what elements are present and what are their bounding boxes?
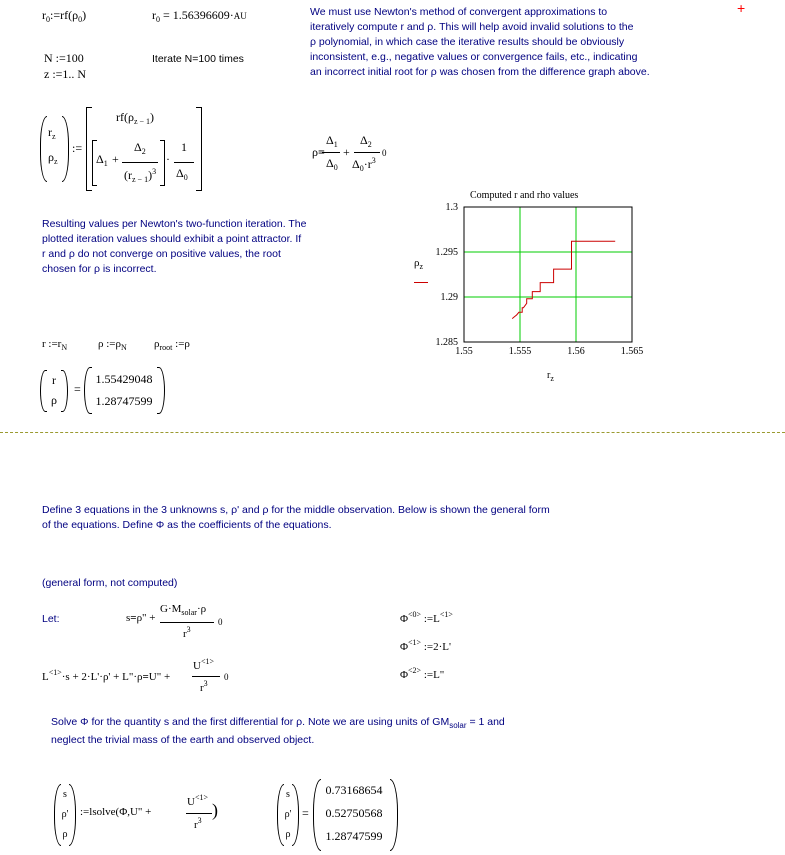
assign-operator: := [72,141,83,155]
s-symbol: s [126,612,131,624]
u-numerator [193,657,214,672]
s-numerator [160,603,206,617]
intro-text-line: ρ polynomial, in which case the iterative results should be obviously [310,36,625,48]
denom-subscript: z − 1 [132,175,149,184]
z-range-definition[interactable]: z :=1.. N [44,67,87,81]
s-eq-lhs [126,612,156,624]
y-tick-label: 1.285 [435,337,458,348]
l-eq-rhs: U" + [148,671,171,683]
x-tick-label: 1.55 [455,346,473,357]
lhs-rho: ρ [62,829,68,840]
u-symbol: U [187,796,195,808]
lhs-rho-prime: ρ' [284,809,292,820]
value-rho: 1.28747599 [325,829,383,843]
final-r-text: r :=r [42,338,62,350]
right-paren [69,784,76,846]
result-text-line: r and ρ do not converge on positive values, the root [42,248,281,260]
delta-subscript: 1 [333,140,338,149]
equals: = [142,671,149,683]
value-rho-prime: 0.52750568 [325,806,383,820]
delta-subscript: 0 [333,163,338,172]
rf-text: rf(ρ [116,110,134,124]
r0-close-paren: ) [82,8,87,22]
one: 1 [181,140,187,154]
s-eq-mid: ρ" + [136,612,156,624]
series-line [512,241,615,318]
lhs-rho-z [48,150,58,166]
final-rho-assign[interactable] [98,338,127,352]
x-tick-label: 1.56 [567,346,585,357]
delta-subscript: 2 [367,140,372,149]
subscript: z [54,157,58,166]
right-paren [62,116,69,182]
r0-result-value: = 1.56396609· [160,8,234,22]
result-text-line: chosen for ρ is incorrect. [42,263,157,275]
iterate-note[interactable]: Iterate N=100 times [152,53,244,65]
lsolve-call: :=lsolve(Φ,U" + [80,806,152,818]
denom-open: (r [124,168,132,182]
rho0-subscript: 0 [78,15,83,24]
value-r: 1.55429048 [95,372,153,386]
value-rho: 1.28747599 [95,394,153,408]
solve-text-block[interactable] [51,715,505,748]
r-power: 3 [371,156,376,165]
fraction-bar [122,162,158,163]
r-symbol: r [183,628,187,640]
rho-root-subscript: root [159,343,173,352]
fraction-bar [322,152,340,153]
fraction-bar [174,162,194,163]
equals: = [74,382,81,396]
fraction-bar [186,813,212,814]
lsolve-denominator [194,816,202,831]
intro-text-line: inconsistent, e.g., negative values or convergence fails, etc., indicating [310,51,638,63]
l-symbol: L [42,671,49,683]
right-paren [292,784,299,846]
rhs-superscript: <1> [439,610,453,619]
solve-text-line [51,715,505,733]
inner-right-bracket [160,140,165,186]
chart-title: Computed r and rho values [470,190,579,201]
l-eq-body: ·s + 2·L'·ρ' + L"·ρ [61,671,143,683]
phi-symbol: Φ [400,613,409,625]
denominator [124,167,156,184]
u-superscript: <1> [194,793,208,802]
equals: = [130,612,137,624]
right-paren [61,370,68,412]
intro-text-line: We must use Newton's method of convergent approximations to [310,6,608,18]
delta-symbol: Δ [326,133,334,147]
final-r-subscript: N [61,343,68,352]
fraction-bar [192,676,220,677]
lhs-rho-prime: ρ' [61,809,69,820]
y-tick-label: 1.295 [435,247,458,258]
tail-subscript: 0 [382,148,387,158]
close-paren: ) [212,800,218,820]
subscript: z [52,132,56,141]
s-num-tail: ·ρ [196,603,207,615]
n-definition[interactable]: N :=100 [44,51,84,65]
final-rho-text: ρ :=ρ [98,338,121,350]
lsolve-values [318,779,390,848]
r-symbol: ·r [363,157,372,171]
phi-rhs: :=L" [421,669,445,681]
r0-subscript: 0 [46,15,50,24]
rho-symbol: ρ [312,145,318,159]
phi-superscript: <1> [408,638,422,647]
plus-sign: + [112,152,119,166]
xlabel-text: r [547,370,551,381]
denom-close: ) [148,168,153,182]
r0-result-symbol: r [152,8,156,22]
phi0-definition[interactable] [400,610,453,625]
left-paren [40,370,47,412]
y-tick-label: 1.29 [440,292,458,303]
ylabel-text: ρ [414,257,420,269]
delta-symbol: Δ [134,140,142,154]
power: 3 [186,625,191,634]
final-vector-lhs [47,370,61,410]
solar-subscript: solar [449,721,467,730]
phi-symbol: Φ [400,669,409,681]
rho0-symbol: ρ [72,8,79,22]
rho-symbol: ρ [48,150,54,164]
delta2 [134,140,146,156]
u-denominator [200,679,208,694]
rho-root-rhs: :=ρ [172,338,190,350]
right-paren [390,779,398,851]
multiply-dot: · [166,152,170,166]
delta-symbol: Δ [360,133,368,147]
solve-text-line: neglect the trivial mass of the earth and observed object. [51,734,315,746]
phi-superscript: <0> [408,610,422,619]
x-tick-label: 1.555 [508,346,532,357]
solve-text-part: Solve Φ for the quantity s and the first differential for ρ. Note we are using units of GM [51,716,450,728]
lhs-rho: ρ [51,393,57,407]
rf-call [116,110,154,126]
delta-symbol: Δ [176,166,184,180]
section-separator [0,432,785,433]
rho-root-assign[interactable] [154,338,190,352]
final-vector-values [90,368,158,412]
delta-symbol: Δ [326,156,334,170]
gm-text: G·M [160,603,182,615]
power: 3 [197,816,202,825]
lhs-s: s [63,789,67,800]
lhs-r-z [48,125,56,141]
plus-sign: + [343,145,350,159]
value-s: 0.73168654 [325,783,383,797]
result-text-line: plotted iteration values should exhibit a point attractor. If [42,233,302,245]
delta-subscript: 0 [183,173,188,182]
u-symbol: U [193,660,201,672]
general-form-note[interactable]: (general form, not computed) [42,577,178,589]
r-symbol: r [48,125,52,139]
red-cross-marker: + [737,0,746,16]
d1 [326,133,338,149]
ylabel-subscript: z [419,262,424,271]
r0-result-unit: AU [233,11,247,21]
right-paren [157,367,165,414]
convergence-chart[interactable] [420,195,650,365]
final-r-assign[interactable] [42,338,67,352]
r-symbol: r [200,682,204,694]
y-tick-label: 1.3 [445,202,458,213]
intro-text-line: iteratively compute r and ρ. This will help avoid invalid solutions to the [310,21,634,33]
lhs-s: s [286,789,290,800]
delta1 [96,152,108,168]
let-label: Let: [42,613,60,625]
lhs-r: r [52,373,56,387]
r0-result-subscript: 0 [156,15,160,24]
l-superscript: <1> [48,668,62,677]
lhs-rho: ρ [285,829,291,840]
delta0 [176,166,188,182]
x-tick-label: 1.565 [620,346,644,357]
right-bracket [196,107,202,191]
chart-xlabel [547,370,554,383]
delta-subscript: 0 [359,164,364,173]
equals: = [318,145,325,159]
intro-text-block[interactable] [310,5,650,80]
r0-symbol: r [42,8,46,22]
fraction-bar [354,152,380,153]
tail-subscript: 0 [218,617,223,627]
s-denominator [183,625,191,640]
r-symbol: r [194,819,198,831]
define-text-line: Define 3 equations in the 3 unknowns s, ρ' and ρ for the middle observation. Below is shown the general form [42,504,550,516]
delta-subscript: 1 [103,159,108,168]
r0-result[interactable] [152,8,247,24]
phi-superscript: <2> [408,666,422,675]
phi-rhs: :=2·L' [421,641,451,653]
r0-assign: :=rf( [50,8,73,22]
r0-definition[interactable] [42,8,86,24]
rf-close: ) [150,110,155,124]
tail-subscript: 0 [224,672,229,682]
equals: = [302,806,309,820]
delta-symbol: Δ [352,157,360,171]
phi-rhs: :=L [421,613,440,625]
phi2-definition[interactable] [400,666,444,681]
denom-power: 3 [152,167,157,176]
rho-root-symbol: ρ [154,338,160,350]
lsolve-numerator [187,793,208,808]
u-superscript: <1> [200,657,214,666]
d0 [326,156,338,172]
solar-subscript: solar [181,608,197,617]
power: 3 [203,679,208,688]
delta-subscript: 2 [141,147,146,156]
fraction-bar [160,622,214,623]
define-text-block[interactable] [42,503,550,533]
xlabel-subscript: z [550,374,554,383]
intro-text-line: an incorrect initial root for ρ was chosen from the difference graph above. [310,66,650,78]
solve-text-part: = 1 and [466,716,505,728]
d2 [360,133,372,149]
phi-symbol: Φ [400,641,409,653]
delta-symbol: Δ [96,152,104,166]
result-text-line: Resulting values per Newton's two-function iteration. The [42,218,307,230]
phi1-definition[interactable] [400,638,451,653]
denominator [352,156,376,173]
rf-subscript: z − 1 [133,117,151,126]
plot-frame [464,207,632,342]
result-text-block[interactable] [42,217,306,277]
final-rho-subscript: N [121,343,127,352]
left-paren [40,116,47,182]
l-eq-lhs [42,668,170,683]
define-text-line: of the equations. Define Φ as the coefficients of the equations. [42,519,332,531]
